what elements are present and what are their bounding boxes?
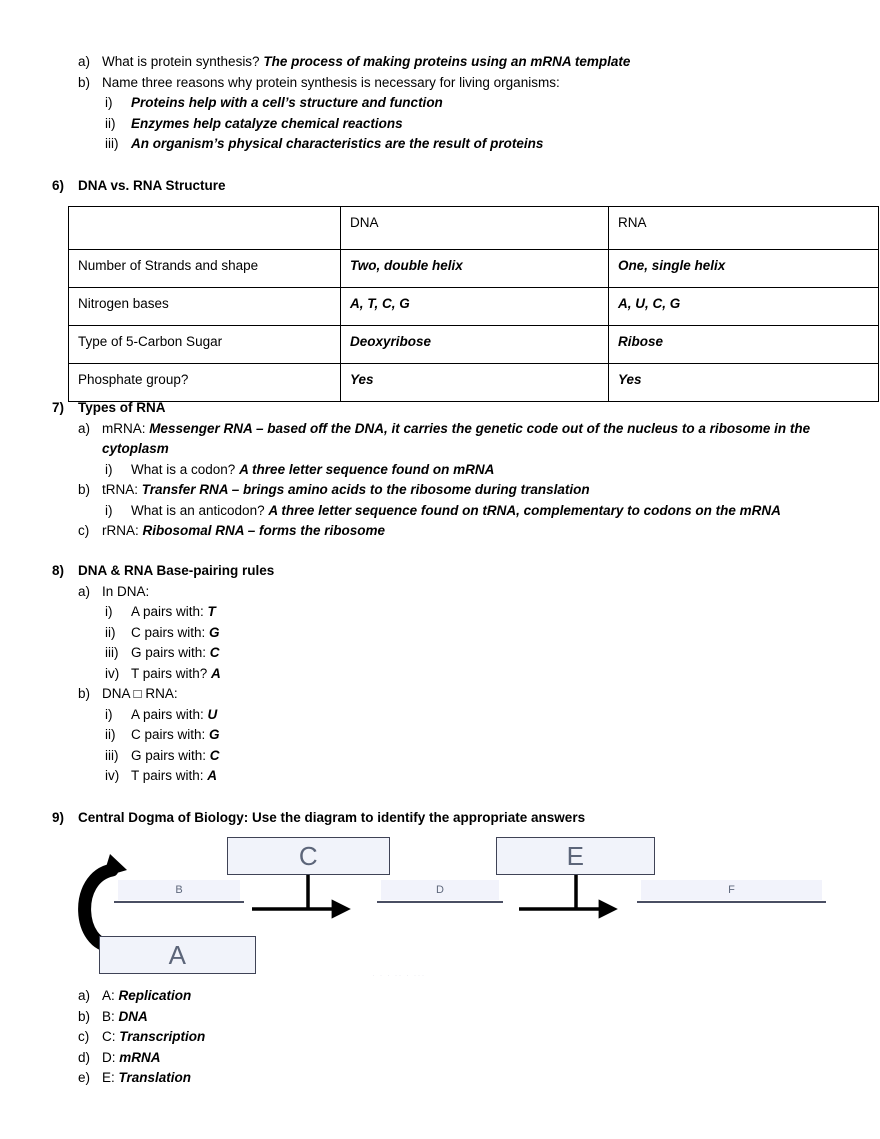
list-marker: 7) (52, 400, 65, 415)
list-content (102, 480, 880, 501)
list-marker: iv) (105, 665, 120, 681)
list-content (131, 460, 880, 481)
question-text: C pairs with: (131, 727, 210, 742)
list-marker: ii) (105, 624, 116, 640)
answer-text: Enzymes help catalyze chemical reactions (131, 115, 403, 131)
list-content (131, 623, 880, 644)
dna-rna-comparison-table-wrapper (68, 206, 821, 402)
list-item (0, 725, 880, 746)
list-content (102, 1068, 880, 1089)
list-content: In DNA: (102, 583, 150, 599)
list-marker: iii) (105, 747, 119, 763)
diagram-box-c: C (227, 837, 390, 875)
question-text: E: (102, 1070, 119, 1085)
question-text: A: (102, 988, 119, 1003)
list-content (131, 725, 880, 746)
list-item (0, 419, 880, 460)
list-item (0, 460, 880, 481)
list-marker: a) (78, 420, 91, 436)
list-marker: c) (78, 1029, 90, 1044)
list-item (0, 602, 880, 623)
section-title: Types of RNA (78, 400, 166, 415)
list-marker: i) (105, 604, 113, 619)
list-item (0, 746, 880, 767)
scan-artifact-text: · · · ·· · ··· (372, 970, 426, 980)
list-marker: b) (78, 482, 91, 497)
list-marker: b) (78, 686, 91, 701)
list-item (0, 705, 880, 726)
answer-text: An organism’s physical characteristics are the result of proteins (131, 136, 544, 151)
question-8 (0, 561, 880, 787)
list-marker: i) (105, 95, 113, 110)
list-marker: 8) (52, 563, 65, 578)
list-content (102, 1027, 880, 1048)
list-item (0, 134, 880, 155)
list-item (0, 73, 880, 94)
question-text: C: (102, 1029, 120, 1044)
answer-text: The process of making proteins using an mRNA template (263, 54, 631, 69)
list-content (131, 766, 880, 787)
list-marker: iii) (105, 645, 119, 660)
answer-text: Translation (118, 1070, 192, 1085)
list-marker: d) (78, 1049, 91, 1065)
question-text: What is protein synthesis? (102, 54, 264, 69)
question-text: mRNA: (102, 420, 150, 436)
question-text: B: (102, 1008, 119, 1024)
table-row (69, 288, 879, 326)
list-content (102, 986, 880, 1007)
list-item (0, 766, 880, 787)
question-9-answers (0, 986, 880, 1089)
cell-dna: Deoxyribose (341, 326, 609, 364)
answer-text: Messenger RNA – based off the DNA, it carries the genetic code out of the nucleus to a ribosome in the cytoplasm (102, 420, 811, 456)
list-item (0, 1027, 880, 1048)
answer-text: DNA (118, 1008, 148, 1024)
list-marker: i) (105, 706, 113, 722)
list-content (102, 419, 822, 460)
question-8-heading (0, 561, 880, 582)
answer-text: Ribosomal RNA – forms the ribosome (142, 523, 386, 538)
question-9-heading (0, 808, 880, 829)
question-text: C pairs with: (131, 624, 210, 640)
list-marker: ii) (105, 727, 116, 742)
diagram-bar-b: B (118, 880, 240, 900)
list-content (131, 746, 880, 767)
diagram-bar-f: F (641, 880, 822, 900)
cell-rna: Ribose (609, 326, 879, 364)
list-content (131, 705, 880, 726)
list-item (0, 684, 880, 705)
answer-text: A three letter sequence found on mRNA (239, 461, 495, 477)
question-7-heading (0, 398, 880, 419)
answer-text: C (209, 645, 220, 660)
cell-dna: A, T, C, G (341, 288, 609, 326)
question-6-heading (0, 176, 880, 197)
list-marker: a) (78, 54, 91, 69)
answer-text: mRNA (119, 1049, 161, 1065)
cell-rna: Yes (609, 364, 879, 402)
list-content (131, 501, 880, 522)
list-item (0, 986, 880, 1007)
question-text: A pairs with: (131, 706, 208, 722)
list-content: DNA □ RNA: (102, 686, 178, 701)
cell-rna: One, single helix (609, 250, 879, 288)
answer-text: C (209, 747, 220, 763)
question-text: What is a codon? (131, 461, 240, 477)
answer-text: Transcription (119, 1029, 206, 1044)
list-item (0, 1048, 880, 1069)
section-title: DNA vs. RNA Structure (78, 178, 226, 193)
list-marker: 6) (52, 178, 65, 193)
list-marker: ii) (105, 115, 116, 131)
list-item (0, 521, 880, 542)
list-item (0, 1007, 880, 1028)
central-dogma-diagram (0, 828, 880, 983)
list-marker: b) (78, 74, 91, 90)
section-title: Central Dogma of Biology: Use the diagram to identify the appropriate answers (78, 810, 586, 825)
list-marker: b) (78, 1008, 91, 1024)
diagram-box-e: E (496, 837, 655, 875)
question-text: What is an anticodon? (131, 502, 269, 518)
list-item (0, 501, 880, 522)
table-row (69, 364, 879, 402)
section-title: DNA & RNA Base-pairing rules (78, 563, 275, 578)
question-text: tRNA: (102, 482, 142, 497)
row-label: Phosphate group? (69, 364, 341, 402)
table-header-dna: DNA (341, 207, 609, 250)
list-item (0, 582, 880, 603)
list-content (131, 664, 880, 685)
table-row (69, 326, 879, 364)
list-marker: a) (78, 988, 91, 1003)
answer-text: Transfer RNA – brings amino acids to the ribosome during translation (141, 482, 590, 497)
question-text: G pairs with: (131, 747, 210, 763)
answer-text: A three letter sequence found on tRNA, complementary to codons on the mRNA (268, 502, 781, 518)
list-item (0, 480, 880, 501)
row-label: Number of Strands and shape (69, 250, 341, 288)
list-content (131, 643, 880, 664)
list-item (0, 114, 880, 135)
answer-text: A (207, 768, 218, 783)
list-marker: iii) (105, 136, 119, 151)
answer-text: T (207, 604, 216, 619)
diagram-bar-d: D (381, 880, 499, 900)
answer-text: Replication (118, 988, 192, 1003)
question-text: rRNA: (102, 523, 143, 538)
question-6 (0, 176, 880, 197)
list-content (102, 521, 880, 542)
table-header-blank (69, 207, 341, 250)
list-marker: c) (78, 523, 90, 538)
question-text: A pairs with: (131, 604, 208, 619)
list-marker: a) (78, 583, 91, 599)
question-7 (0, 398, 880, 542)
question-9 (0, 808, 880, 829)
answer-text: U (207, 706, 218, 722)
list-item (0, 52, 880, 73)
list-item (0, 664, 880, 685)
row-label: Type of 5-Carbon Sugar (69, 326, 341, 364)
list-item (0, 623, 880, 644)
list-marker: i) (105, 461, 113, 477)
answer-text: G (209, 624, 220, 640)
dna-rna-comparison-table (68, 206, 879, 402)
row-label: Nitrogen bases (69, 288, 341, 326)
answer-text: G (209, 727, 220, 742)
diagram-box-a: A (99, 936, 256, 974)
list-content (102, 73, 880, 94)
list-marker: i) (105, 502, 113, 518)
question-text: D: (102, 1049, 120, 1065)
table-header-rna: RNA (609, 207, 879, 250)
question-text: Name three reasons why protein synthesis is necessary for living organisms: (102, 74, 560, 90)
list-content (131, 602, 880, 623)
replication-curved-arrow (85, 870, 112, 946)
answer-text: Proteins help with a cell’s structure and function (131, 95, 443, 110)
list-marker: e) (78, 1070, 91, 1085)
answer-text: A (211, 665, 221, 681)
list-item (0, 643, 880, 664)
list-item (0, 93, 880, 114)
list-marker: 9) (52, 810, 65, 825)
list-content (102, 52, 880, 73)
question-text: T pairs with: (131, 768, 208, 783)
list-content (102, 1007, 880, 1028)
list-content (102, 1048, 880, 1069)
table-header-row (69, 207, 879, 250)
cell-dna: Two, double helix (341, 250, 609, 288)
cell-dna: Yes (341, 364, 609, 402)
question-text: G pairs with: (131, 645, 210, 660)
cell-rna: A, U, C, G (609, 288, 879, 326)
question-text: T pairs with? (131, 665, 212, 681)
list-item (0, 1068, 880, 1089)
table-row (69, 250, 879, 288)
list-marker: iv) (105, 768, 120, 783)
question-5-continued (0, 52, 880, 155)
